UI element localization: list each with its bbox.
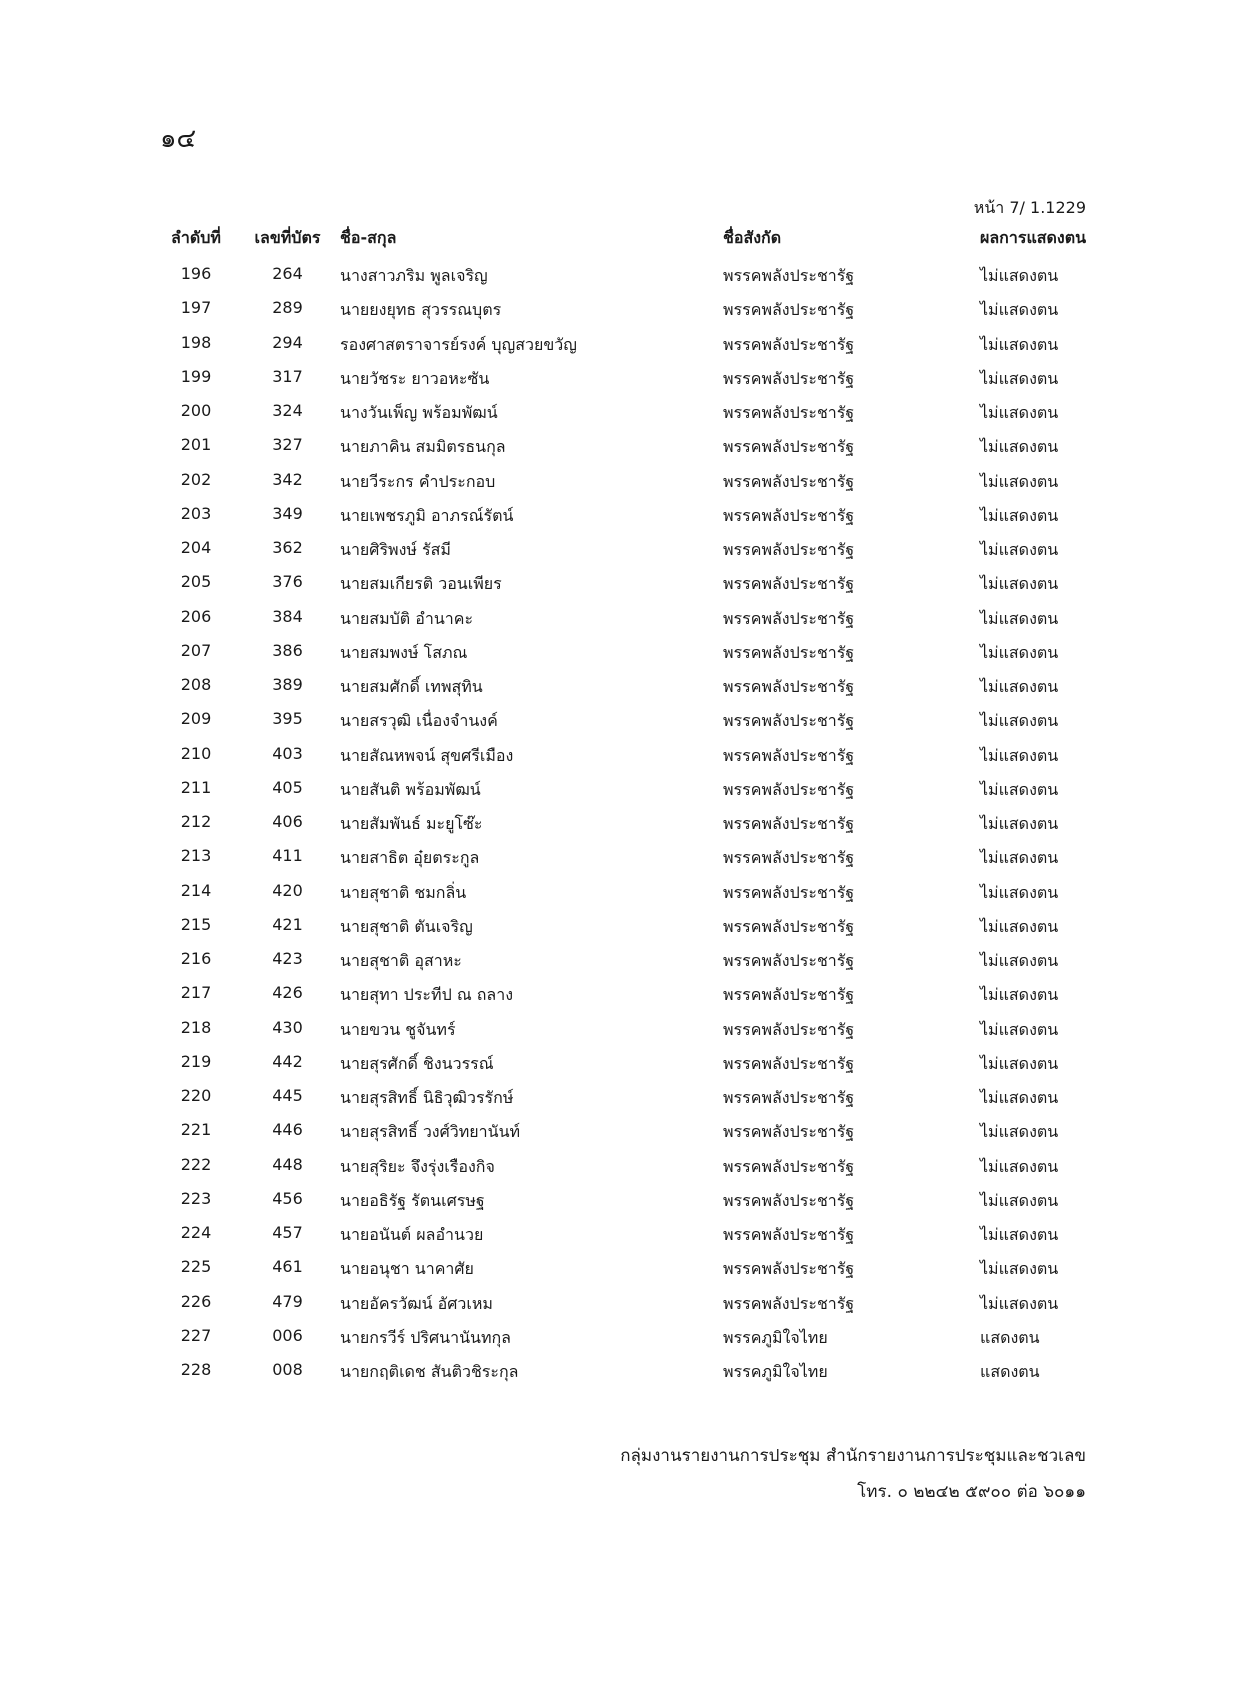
row-result: ไม่แสดงตน [980, 745, 1059, 765]
row-result: ไม่แสดงตน [980, 300, 1059, 320]
table-row [160, 1149, 1100, 1183]
row-name: นายสมพงษ์ โสภณ [340, 642, 468, 662]
row-no: 213 [180, 846, 212, 866]
row-card-number: 324 [272, 401, 303, 420]
row-card-number: 405 [272, 777, 303, 797]
row-result: ไม่แสดงตน [980, 505, 1059, 525]
table-row [160, 429, 1100, 463]
row-no: 227 [180, 1325, 212, 1345]
row-result: ไม่แสดงตน [980, 266, 1059, 285]
row-party: พรรคพลังประชารัฐ [723, 1225, 855, 1244]
row-party: พรรคพลังประชารัฐ [723, 368, 855, 388]
row-result: ไม่แสดงตน [980, 574, 1059, 594]
row-no: 224 [180, 1223, 212, 1242]
table-row [160, 532, 1100, 566]
table-row [160, 840, 1100, 874]
header-no: ลำดับที่ [171, 228, 221, 247]
header-party: ชื่อสังกัด [723, 228, 782, 247]
row-party: พรรคพลังประชารัฐ [723, 882, 855, 902]
row-card-number: 445 [272, 1086, 303, 1105]
page-number: ๑๔ [160, 124, 197, 154]
row-result: ไม่แสดงตน [980, 1259, 1059, 1279]
row-no: 209 [180, 709, 212, 729]
table-row [160, 464, 1100, 498]
row-result: ไม่แสดงตน [980, 368, 1059, 388]
row-card-number: 389 [272, 675, 303, 694]
row-result: ไม่แสดงตน [980, 1088, 1059, 1107]
row-name: นายอนุชา นาคาศัย [340, 1259, 474, 1279]
row-party: พรรคพลังประชารัฐ [723, 985, 855, 1005]
table-row [160, 498, 1100, 532]
row-result: ไม่แสดงตน [980, 608, 1059, 628]
row-card-number: 457 [272, 1223, 303, 1242]
row-result: ไม่แสดงตน [980, 334, 1059, 354]
row-card-number: 426 [272, 983, 303, 1003]
row-name: นายวีระกร คำประกอบ [340, 471, 496, 491]
row-card-number: 442 [272, 1051, 303, 1071]
row-party: พรรคพลังประชารัฐ [723, 334, 855, 354]
row-party: พรรคพลังประชารัฐ [723, 574, 855, 594]
row-no: 225 [180, 1257, 212, 1277]
row-result: ไม่แสดงตน [980, 677, 1059, 696]
row-no: 222 [180, 1154, 212, 1174]
table-row [160, 1217, 1100, 1251]
table-row [160, 1012, 1100, 1046]
row-party: พรรคพลังประชารัฐ [723, 916, 855, 936]
row-no: 196 [180, 264, 212, 283]
row-result: ไม่แสดงตน [980, 779, 1059, 799]
row-result: ไม่แสดงตน [980, 916, 1059, 936]
row-no: 221 [180, 1120, 212, 1140]
row-name: รองศาสตราจารย์รงค์ บุญสวยขวัญ [340, 334, 577, 354]
row-name: นายสุริยะ จึงรุ่งเรืองกิจ [340, 1156, 495, 1176]
row-card-number: 403 [272, 743, 303, 763]
row-party: พรรคพลังประชารัฐ [723, 540, 855, 559]
table-row [160, 738, 1100, 772]
row-name: นายอธิรัฐ รัตนเศรษฐ [340, 1190, 485, 1210]
row-name: นายสาธิต อุ๋ยตระกูล [340, 848, 480, 868]
row-party: พรรคพลังประชารัฐ [723, 266, 855, 285]
row-card-number: 420 [272, 880, 303, 900]
row-name: นายอัครวัฒน์ อัศวเหม [340, 1293, 493, 1313]
row-result: ไม่แสดงตน [980, 1053, 1059, 1073]
row-no: 199 [180, 366, 212, 386]
row-card-number: 446 [272, 1120, 303, 1140]
row-no: 207 [180, 640, 212, 660]
row-card-number: 456 [272, 1188, 303, 1208]
row-name: นายศิริพงษ์ รัสมี [340, 540, 451, 559]
page-reference: หน้า 7/ 1.1229 [973, 198, 1086, 217]
row-party: พรรคภูมิใจไทย [723, 1327, 828, 1347]
row-card-number: 294 [272, 332, 303, 352]
footer-phone: โทร. ๐ ๒๒๔๒ ๕๙๐๐ ต่อ ๖๐๑๑ [857, 1482, 1086, 1502]
row-name: นายสุชาติ อุสาหะ [340, 951, 462, 970]
row-result: แสดงตน [980, 1327, 1040, 1347]
row-party: พรรคพลังประชารัฐ [723, 848, 855, 868]
row-result: ไม่แสดงตน [980, 951, 1059, 970]
row-party: พรรคพลังประชารัฐ [723, 403, 855, 422]
row-party: พรรคพลังประชารัฐ [723, 1190, 855, 1210]
row-name: นายสุรสิทธิ์ วงศ์วิทยานันท์ [340, 1122, 521, 1142]
table-row [160, 1320, 1100, 1354]
row-party: พรรคพลังประชารัฐ [723, 711, 855, 731]
row-no: 197 [180, 298, 212, 318]
table-row [160, 703, 1100, 737]
row-name: นายสรวุฒิ เนื่องจำนงค์ [340, 711, 498, 731]
row-name: นายอนันต์ ผลอำนวย [340, 1225, 484, 1244]
row-card-number: 479 [272, 1291, 303, 1311]
row-no: 208 [180, 675, 212, 694]
row-name: นางวันเพ็ญ พร้อมพัฒน์ [340, 403, 498, 422]
row-no: 214 [180, 880, 212, 900]
row-no: 220 [180, 1086, 212, 1105]
row-name: นายสัมพันธ์ มะยูโซ๊ะ [340, 814, 483, 833]
row-card-number: 349 [272, 503, 303, 523]
table-row [160, 943, 1100, 977]
row-party: พรรคพลังประชารัฐ [723, 471, 855, 491]
attendance-table [160, 222, 1100, 1388]
row-no: 226 [180, 1291, 212, 1311]
row-result: ไม่แสดงตน [980, 1156, 1059, 1176]
table-row [160, 909, 1100, 943]
row-no: 212 [180, 812, 212, 831]
row-card-number: 430 [272, 1017, 303, 1037]
row-party: พรรคพลังประชารัฐ [723, 1019, 855, 1039]
table-row [160, 292, 1100, 326]
row-result: ไม่แสดงตน [980, 540, 1059, 559]
table-row [160, 395, 1100, 429]
row-no: 228 [180, 1360, 212, 1379]
row-no: 215 [180, 914, 212, 934]
header-result: ผลการแสดงตน [980, 228, 1087, 247]
row-result: ไม่แสดงตน [980, 1225, 1059, 1244]
row-name: นายกฤติเดช สันติวชิระกุล [340, 1362, 519, 1381]
table-row [160, 977, 1100, 1011]
row-name: นายกรวีร์ ปริศนานันทกุล [340, 1327, 511, 1347]
row-party: พรรคพลังประชารัฐ [723, 300, 855, 320]
table-row [160, 1183, 1100, 1217]
row-card-number: 395 [272, 709, 303, 729]
row-name: นายสุชาติ ตันเจริญ [340, 916, 473, 936]
row-name: นายสมบัติ อำนาคะ [340, 608, 474, 628]
row-card-number: 406 [272, 812, 303, 831]
row-no: 216 [180, 949, 212, 968]
row-card-number: 461 [272, 1257, 303, 1277]
row-result: แสดงตน [980, 1362, 1040, 1381]
header-name: ชื่อ-สกุล [340, 228, 397, 247]
row-party: พรรคพลังประชารัฐ [723, 1156, 855, 1176]
row-card-number: 423 [272, 949, 303, 968]
row-name: นายยงยุทธ สุวรรณบุตร [340, 300, 502, 320]
row-no: 217 [180, 983, 212, 1003]
table-row [160, 635, 1100, 669]
row-result: ไม่แสดงตน [980, 1122, 1059, 1142]
row-card-number: 264 [272, 264, 303, 283]
row-no: 218 [180, 1017, 212, 1037]
row-name: นายสมเกียรติ วอนเพียร [340, 574, 502, 594]
row-party: พรรคพลังประชารัฐ [723, 1053, 855, 1073]
row-card-number: 317 [272, 366, 303, 386]
row-name: นางสาวภริม พูลเจริญ [340, 266, 488, 285]
row-party: พรรคพลังประชารัฐ [723, 642, 855, 662]
header-card: เลขที่บัตร [254, 228, 321, 247]
row-result: ไม่แสดงตน [980, 814, 1059, 833]
table-row [160, 1046, 1100, 1080]
row-party: พรรคพลังประชารัฐ [723, 951, 855, 970]
row-card-number: 327 [272, 435, 303, 455]
row-no: 223 [180, 1188, 212, 1208]
row-party: พรรคพลังประชารัฐ [723, 1293, 855, 1313]
table-row [160, 1080, 1100, 1114]
row-party: พรรคพลังประชารัฐ [723, 1088, 855, 1107]
row-card-number: 362 [272, 538, 303, 557]
row-card-number: 376 [272, 572, 303, 592]
row-name: นายเพชรภูมิ อาภรณ์รัตน์ [340, 505, 514, 525]
row-name: นายสุรศักดิ์ ชิงนวรรณ์ [340, 1053, 494, 1073]
table-row [160, 669, 1100, 703]
table-row [160, 601, 1100, 635]
table-body [160, 258, 1100, 1388]
row-result: ไม่แสดงตน [980, 1190, 1059, 1210]
row-result: ไม่แสดงตน [980, 1019, 1059, 1039]
row-card-number: 342 [272, 469, 303, 489]
table-row [160, 1354, 1100, 1388]
table-row [160, 566, 1100, 600]
row-no: 210 [180, 743, 212, 763]
row-party: พรรคภูมิใจไทย [723, 1362, 828, 1381]
table-row [160, 361, 1100, 395]
table-header [160, 222, 1100, 258]
table-row [160, 806, 1100, 840]
row-no: 200 [180, 401, 212, 420]
row-name: นายวัชระ ยาวอหะซัน [340, 368, 490, 388]
table-row [160, 875, 1100, 909]
row-no: 211 [180, 777, 212, 797]
row-no: 206 [180, 606, 212, 626]
row-result: ไม่แสดงตน [980, 642, 1059, 662]
row-no: 205 [180, 572, 212, 592]
row-name: นายขวน ชูจันทร์ [340, 1019, 456, 1039]
row-party: พรรคพลังประชารัฐ [723, 437, 855, 457]
table-row [160, 1286, 1100, 1320]
row-card-number: 008 [272, 1360, 303, 1379]
row-result: ไม่แสดงตน [980, 471, 1059, 491]
row-no: 198 [180, 332, 212, 352]
row-party: พรรคพลังประชารัฐ [723, 1122, 855, 1142]
row-no: 204 [180, 538, 212, 557]
row-no: 202 [180, 469, 212, 489]
row-result: ไม่แสดงตน [980, 437, 1059, 457]
row-card-number: 006 [272, 1325, 303, 1345]
row-card-number: 386 [272, 640, 303, 660]
row-card-number: 384 [272, 606, 303, 626]
row-party: พรรคพลังประชารัฐ [723, 1259, 855, 1279]
row-card-number: 448 [272, 1154, 303, 1174]
row-party: พรรคพลังประชารัฐ [723, 608, 855, 628]
footer-department: กลุ่มงานรายงานการประชุม สำนักรายงานการประชุมและชวเลข [620, 1446, 1086, 1466]
row-name: นายสุทา ประทีป ณ ถลาง [340, 985, 514, 1005]
row-party: พรรคพลังประชารัฐ [723, 814, 855, 833]
row-card-number: 289 [272, 298, 303, 318]
row-party: พรรคพลังประชารัฐ [723, 505, 855, 525]
row-name: นายสุชาติ ชมกลิ่น [340, 882, 467, 902]
row-party: พรรคพลังประชารัฐ [723, 677, 855, 696]
row-no: 201 [180, 435, 212, 455]
row-result: ไม่แสดงตน [980, 882, 1059, 902]
table-row [160, 258, 1100, 292]
row-no: 203 [180, 503, 212, 523]
row-result: ไม่แสดงตน [980, 848, 1059, 868]
row-party: พรรคพลังประชารัฐ [723, 779, 855, 799]
row-name: นายสัณหพจน์ สุขศรีเมือง [340, 745, 514, 765]
row-name: นายภาคิน สมมิตรธนกุล [340, 437, 506, 457]
row-name: นายสุรสิทธิ์ นิธิวุฒิวรรักษ์ [340, 1088, 514, 1107]
row-result: ไม่แสดงตน [980, 711, 1059, 731]
row-party: พรรคพลังประชารัฐ [723, 745, 855, 765]
row-result: ไม่แสดงตน [980, 1293, 1059, 1313]
table-row [160, 327, 1100, 361]
table-row [160, 1114, 1100, 1148]
row-result: ไม่แสดงตน [980, 403, 1059, 422]
row-result: ไม่แสดงตน [980, 985, 1059, 1005]
row-name: นายสันติ พร้อมพัฒน์ [340, 779, 481, 799]
row-no: 219 [180, 1051, 212, 1071]
row-card-number: 411 [272, 846, 303, 866]
table-row [160, 1251, 1100, 1285]
table-row [160, 772, 1100, 806]
row-card-number: 421 [272, 914, 303, 934]
row-name: นายสมศักดิ์ เทพสุทิน [340, 677, 483, 696]
